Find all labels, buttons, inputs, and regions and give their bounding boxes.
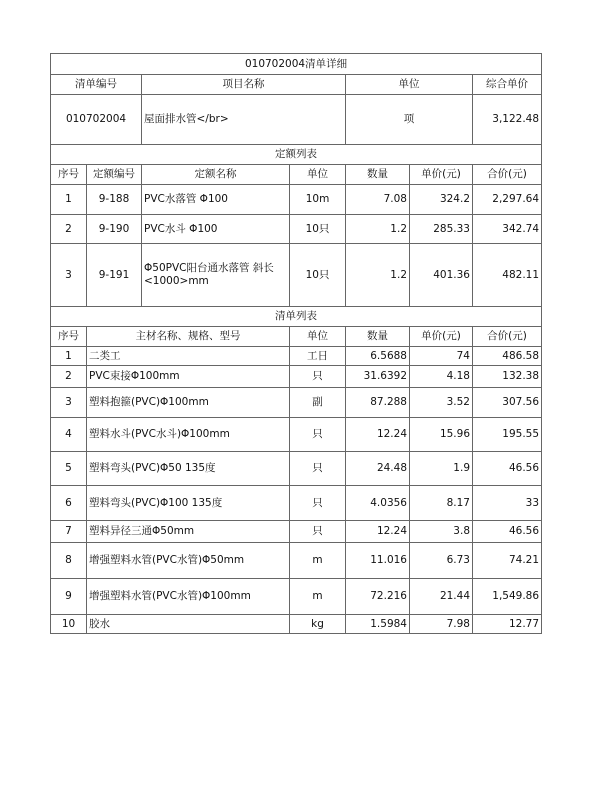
list-name: 塑料弯头(PVC)Φ50 135度 — [87, 452, 290, 486]
bill-unit: 项 — [346, 95, 473, 145]
detail-table — [50, 53, 542, 634]
list-qty: 12.24 — [346, 521, 410, 543]
quota-row — [51, 244, 542, 307]
quota-row — [51, 215, 542, 244]
list-price: 3.52 — [410, 388, 473, 418]
quota-code: 9-191 — [87, 244, 142, 307]
bill-price-header: 综合单价 — [473, 75, 542, 95]
list-unit: m — [290, 579, 346, 615]
list-name: PVC束接Φ100mm — [87, 366, 290, 388]
quota-price: 401.36 — [410, 244, 473, 307]
list-name: 二类工 — [87, 347, 290, 366]
list-row — [51, 388, 542, 418]
list-unit-header: 单位 — [290, 327, 346, 347]
list-total: 195.55 — [473, 418, 542, 452]
quota-unit-header: 单位 — [290, 165, 346, 185]
list-unit: 只 — [290, 366, 346, 388]
list-price: 4.18 — [410, 366, 473, 388]
quota-name: Φ50PVC阳台通水落管 斜长<1000>mm — [142, 244, 290, 307]
quota-total: 2,297.64 — [473, 185, 542, 215]
list-total: 12.77 — [473, 615, 542, 634]
quota-price: 324.2 — [410, 185, 473, 215]
list-seq: 7 — [51, 521, 87, 543]
list-qty: 1.5984 — [346, 615, 410, 634]
list-price: 21.44 — [410, 579, 473, 615]
list-seq: 10 — [51, 615, 87, 634]
list-qty: 4.0356 — [346, 486, 410, 521]
list-row — [51, 452, 542, 486]
list-price: 1.9 — [410, 452, 473, 486]
list-unit: kg — [290, 615, 346, 634]
quota-code: 9-188 — [87, 185, 142, 215]
list-unit: 只 — [290, 452, 346, 486]
quota-total: 342.74 — [473, 215, 542, 244]
bill-name-header: 项目名称 — [142, 75, 346, 95]
list-seq: 3 — [51, 388, 87, 418]
list-unit: 只 — [290, 418, 346, 452]
list-seq: 9 — [51, 579, 87, 615]
quota-unit: 10只 — [290, 244, 346, 307]
quota-qty: 1.2 — [346, 244, 410, 307]
quota-unit: 10只 — [290, 215, 346, 244]
list-name: 胶水 — [87, 615, 290, 634]
quota-name: PVC水斗 Φ100 — [142, 215, 290, 244]
list-seq: 4 — [51, 418, 87, 452]
quota-qty: 7.08 — [346, 185, 410, 215]
list-name: 塑料弯头(PVC)Φ100 135度 — [87, 486, 290, 521]
list-total: 486.58 — [473, 347, 542, 366]
quota-total-header: 合价(元) — [473, 165, 542, 185]
list-seq: 8 — [51, 543, 87, 579]
quota-price: 285.33 — [410, 215, 473, 244]
quota-code: 9-190 — [87, 215, 142, 244]
list-name: 塑料水斗(PVC水斗)Φ100mm — [87, 418, 290, 452]
table-title: 010702004清单详细 — [51, 54, 542, 75]
list-total: 33 — [473, 486, 542, 521]
list-row — [51, 486, 542, 521]
list-total-header: 合价(元) — [473, 327, 542, 347]
list-row — [51, 366, 542, 388]
list-total: 46.56 — [473, 521, 542, 543]
list-qty: 11.016 — [346, 543, 410, 579]
list-qty: 31.6392 — [346, 366, 410, 388]
quota-total: 482.11 — [473, 244, 542, 307]
list-price-header: 单价(元) — [410, 327, 473, 347]
quota-qty: 1.2 — [346, 215, 410, 244]
quota-name: PVC水落管 Φ100 — [142, 185, 290, 215]
bill-code-header: 清单编号 — [51, 75, 142, 95]
list-row — [51, 615, 542, 634]
quota-price-header: 单价(元) — [410, 165, 473, 185]
list-seq: 1 — [51, 347, 87, 366]
list-name: 增强塑料水管(PVC水管)Φ100mm — [87, 579, 290, 615]
list-seq-header: 序号 — [51, 327, 87, 347]
quota-seq: 3 — [51, 244, 87, 307]
quota-section-title: 定额列表 — [51, 145, 542, 165]
list-unit: 工日 — [290, 347, 346, 366]
list-total: 46.56 — [473, 452, 542, 486]
list-price: 8.17 — [410, 486, 473, 521]
list-price: 7.98 — [410, 615, 473, 634]
list-unit: 副 — [290, 388, 346, 418]
quota-qty-header: 数量 — [346, 165, 410, 185]
list-total: 132.38 — [473, 366, 542, 388]
list-qty: 87.288 — [346, 388, 410, 418]
quota-seq: 1 — [51, 185, 87, 215]
quota-name-header: 定额名称 — [142, 165, 290, 185]
quota-row — [51, 185, 542, 215]
list-total: 1,549.86 — [473, 579, 542, 615]
list-unit: 只 — [290, 486, 346, 521]
list-name: 增强塑料水管(PVC水管)Φ50mm — [87, 543, 290, 579]
list-price: 74 — [410, 347, 473, 366]
quota-seq-header: 序号 — [51, 165, 87, 185]
list-section-title: 清单列表 — [51, 307, 542, 327]
list-row — [51, 579, 542, 615]
list-total: 307.56 — [473, 388, 542, 418]
list-qty: 24.48 — [346, 452, 410, 486]
list-total: 74.21 — [473, 543, 542, 579]
list-qty-header: 数量 — [346, 327, 410, 347]
list-unit: m — [290, 543, 346, 579]
bill-price: 3,122.48 — [473, 95, 542, 145]
list-row — [51, 521, 542, 543]
bill-unit-header: 单位 — [346, 75, 473, 95]
list-seq: 6 — [51, 486, 87, 521]
bill-code: 010702004 — [51, 95, 142, 145]
list-name-header: 主材名称、规格、型号 — [87, 327, 290, 347]
list-row — [51, 347, 542, 366]
list-qty: 12.24 — [346, 418, 410, 452]
quota-unit: 10m — [290, 185, 346, 215]
list-row — [51, 418, 542, 452]
list-seq: 2 — [51, 366, 87, 388]
list-row — [51, 543, 542, 579]
list-qty: 6.5688 — [346, 347, 410, 366]
list-unit: 只 — [290, 521, 346, 543]
list-name: 塑料异径三通Φ50mm — [87, 521, 290, 543]
list-name: 塑料抱箍(PVC)Φ100mm — [87, 388, 290, 418]
bill-name: 屋面排水管</br> — [142, 95, 346, 145]
list-price: 3.8 — [410, 521, 473, 543]
quota-code-header: 定额编号 — [87, 165, 142, 185]
list-qty: 72.216 — [346, 579, 410, 615]
list-price: 6.73 — [410, 543, 473, 579]
list-seq: 5 — [51, 452, 87, 486]
quota-seq: 2 — [51, 215, 87, 244]
list-price: 15.96 — [410, 418, 473, 452]
